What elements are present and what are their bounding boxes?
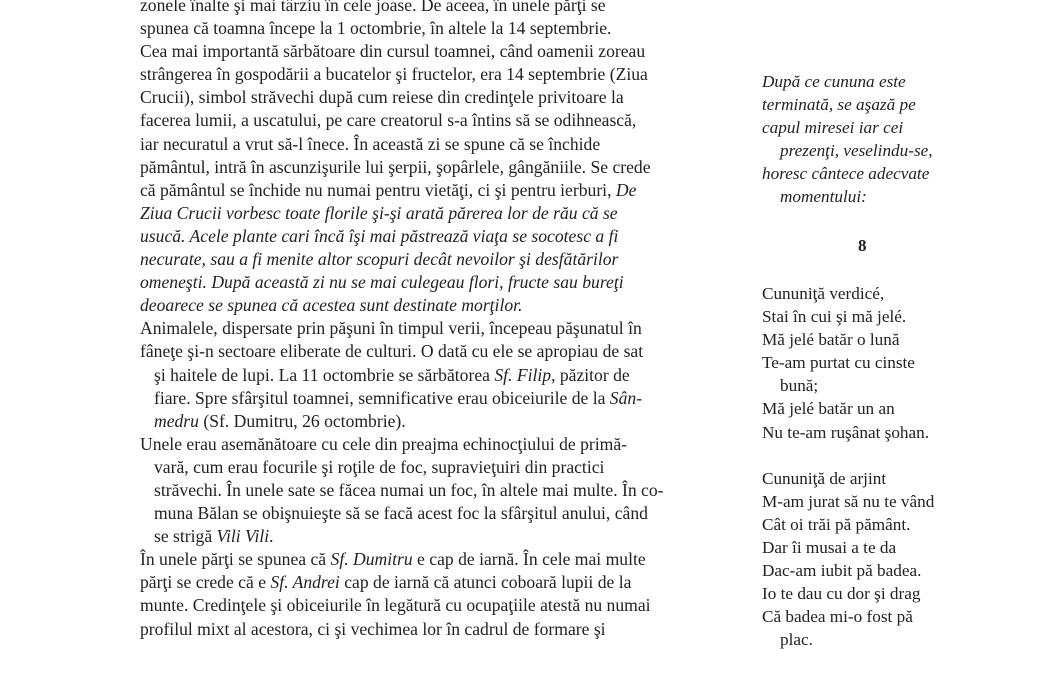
italic-text: medru [154, 410, 199, 431]
side-intro-note [762, 70, 962, 209]
text-line: Unele erau asemănătoare cu cele din preajma echinocţiului de primă- [140, 433, 628, 454]
italic-line: usucă. Acele plante cari încă îşi mai păstrează viaţa se socotesc a fi [140, 225, 619, 246]
paragraph [140, 433, 715, 548]
italic-text: Vili Vili [216, 526, 270, 547]
verse-line: Cununiţă de arjint [762, 468, 887, 488]
verse-line: Mă jelé batăr o lună [762, 330, 900, 350]
italic-line: necurate, sau a fi menite altor scopuri decât nevoilor şi desfătărilor [140, 249, 619, 270]
text-line: Crucii), simbol străvechi după cum reiese din credinţele privitoare la [140, 87, 624, 108]
text-run: (Sf. Dumitru, 26 octombrie). [198, 410, 406, 431]
verse-line: Stai în cui şi mă jelé. [762, 307, 907, 327]
italic-line: Ziua Crucii vorbesc toate florile şi-şi arată părerea lor de rău că se [140, 202, 618, 223]
text-run: , păzitor de [551, 364, 630, 385]
text-line: facerea lumii, a uscatului, pe care creatorul s-a întins să se odihnească, [140, 110, 637, 131]
text-run: şi haitele de lupi. La 11 octombrie se sărbătorea [154, 364, 495, 385]
text-line: spunea că toamna începe la 1 octombrie, în altele la 14 septembrie. [140, 18, 612, 39]
text-run: cap de iarnă că atunci coboară lupii de la [339, 572, 632, 593]
text-line: iar necuratul a vrut să-l înece. În această zi se spune că se închide [140, 133, 601, 154]
verse-line: Io te dau cu dor şi drag [762, 584, 921, 604]
text-run: e cap de iarnă. În cele mai multe [412, 549, 646, 570]
text-run: În unele părţi se spunea că [140, 549, 331, 570]
note-line: horesc cântece adecvate [762, 164, 930, 184]
verse-line: M-am jurat să nu te vând [762, 491, 935, 511]
verse-line: bună; [780, 376, 819, 396]
text-run: fiare. Spre sfârşitul toamnei, semnificative erau obiceiurile de la [154, 387, 610, 408]
text-line: Animalele, dispersate prin păşuni în timpul verii, începeau păşunatul în [140, 318, 642, 339]
text-line: strângerea în gospodării a bucatelor şi fructelor, era 14 septembrie (Ziua [140, 64, 648, 85]
italic-text: Sân- [609, 387, 643, 408]
verse-line: Dar îi musai a te da [762, 537, 897, 557]
text-line: străvechi. În unele sate se făcea numai un foc, în altele mai multe. În co- [154, 479, 664, 500]
poem-number: 8 [858, 236, 867, 255]
italic-line: deoarece se spunea că acestea sunt destinate morţilor. [140, 295, 523, 316]
note-line: momentului: [780, 187, 867, 207]
note-line: terminată, se aşază pe [762, 95, 916, 115]
text-line: pământul, intră în ascunzişurile lui şerpii, şopârlele, gângăniile. Se crede [140, 156, 651, 177]
text-run: părţi se crede că e [140, 572, 271, 593]
text-line [140, 411, 406, 431]
text-line: Cea mai importantă sărbătoare din cursul toamnei, când oamenii zoreau [140, 41, 646, 62]
text-line: profilul mixt al acestora, ci şi vechimea lor în cadrul de formare şi [140, 618, 606, 639]
paragraph [140, 548, 715, 640]
text-line: că pământul se închide nu numai pentru vietăţi, ci şi pentru ierburi, [140, 179, 612, 200]
text-run: . [269, 526, 274, 547]
paragraph [140, 317, 715, 432]
verse-line: Cât oi trăi pă pământ. [762, 514, 911, 534]
verse-line: Că badea mi-o fost pă [762, 607, 913, 627]
text-line [140, 572, 631, 592]
text-line: fâneţe şi-n sectoare eliberate de culturi. O dată cu ele se apropiau de sat [140, 341, 644, 362]
verse-line: Nu te-am ruşânat şohan. [762, 422, 930, 442]
main-text-column [140, 0, 715, 641]
text-line: vară, cum erau focurile şi roţile de foc, supravieţuiri din practici [154, 456, 605, 477]
verse-line: Te-am purtat cu cinste [762, 353, 915, 373]
text-line: zonele înalte şi mai târziu în cele joase. De aceea, în unele părţi se [140, 0, 606, 15]
italic-text: Sf. Andrei [270, 572, 340, 593]
italic-line: omeneşti. După această zi nu se mai culegeau flori, fructe sau bureţi [140, 272, 624, 293]
poem [762, 282, 962, 651]
text-line [140, 365, 630, 385]
text-line [140, 549, 646, 569]
paragraph [140, 0, 715, 40]
verse-line: Mă jelé batăr un an [762, 399, 895, 419]
note-line: capul miresei iar cei [762, 118, 904, 138]
verse-line: Cununiţă verdicé, [762, 284, 885, 303]
verse-line: plac. [780, 630, 813, 650]
italic-text: Sf. Filip [494, 364, 552, 385]
text-line: munte. Credinţele şi obiceiurile în legătură cu ocupaţiile atestă nu numai [140, 595, 651, 616]
note-line: prezenţi, veselindu-se, [780, 141, 933, 161]
text-line [140, 526, 274, 546]
italic-text: Sf. Dumitru [330, 549, 413, 570]
text-line: muna Bălan se obişnuieşte să se facă acest foc la sfârşitul anului, când [154, 503, 648, 524]
text-run: se strigă [154, 526, 217, 547]
italic-text: De [615, 179, 637, 200]
note-line: După ce cununa este [762, 72, 906, 91]
stanza-gap [762, 444, 962, 467]
verse-line: Dac-am iubit pă badea. [762, 561, 922, 581]
text-line [140, 388, 642, 408]
paragraph [140, 40, 715, 317]
